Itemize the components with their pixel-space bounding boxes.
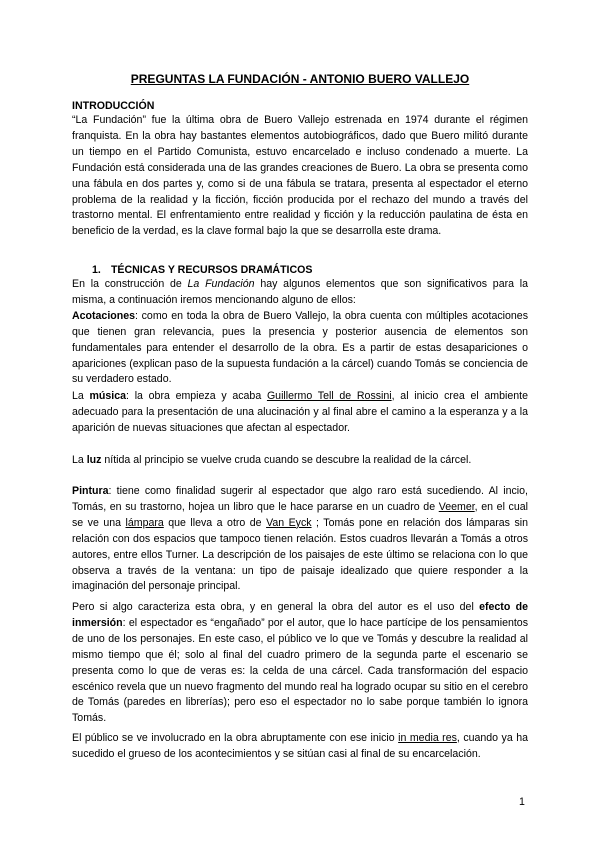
text-run: : como en toda la obra de Buero Vallejo, la obra cuenta con múltiples acotaciones que tienen gran relevancia, pues la presencia y posterior ausencia de elementos son fundamentales para entender el desarrollo de la obra. Es a partir de estas desapariciones o apariciones (explican paso de la supuesta fundación a la cárcel) cuando Tomás se conciencia de su verdadero estado. [72,309,528,386]
text-run: , en el cual se ve una [72,500,528,529]
link-veemer[interactable]: Veemer [438,500,475,513]
text-run: nítida al principio se vuelve cruda cuando se descubre la realidad de la cárcel. [101,454,472,466]
term-pintura: Pintura [72,485,109,497]
paragraph-pintura [72,484,528,595]
paragraph-musica [72,389,528,437]
term-efecto-de-inmersion: efecto de inmersión [72,601,528,629]
intro-heading: INTRODUCCIÓN [72,100,155,112]
text-run: , cuando ya ha sucedido el grueso de los acontecimientos y se sitúan casi al final de su encarcelación. [72,732,528,760]
page-number: 1 [519,796,525,808]
text-run: ; Tomás pone en relación dos lámparas sin relación con dos espacios que tampoco tienen relación. Estos cuadros llevarán a Tomás a otros autores, entre ellos Turner. La descripción de los paisajes de este último se relaciona con lo que observa a través de la ventana: un tipo de paisaje idealizado que quiere responder a la imaginación del personaje principal. [72,516,528,593]
section-heading [92,264,312,276]
work-title: La Fundación [187,278,255,290]
term-acotaciones: Acotaciones [72,309,135,322]
term-musica: música [89,390,127,402]
term-luz: luz [86,454,102,466]
link-in-media-res[interactable]: in media res [398,732,457,744]
text-run: La [72,390,90,402]
text-run: La [72,454,87,466]
text-run: : el espectador es “engañado” por el autor, que lo hace partícipe de los pensamientos de uno de los personajes. En este caso, el público ve lo que ve Tomás y descubre la realidad al mismo tiempo que él; solo al final del cuadro primero de la segunda parte el escenario se presenta como lo que de veras es: la celda de una cárcel. Cada transformación del espacio escénico revela que un nuevo fragmento del mundo real ha logrado ocupar su sitio en el cerebro de Tomás (paredes en librerías); pero eso el espectador no lo sabe porque también lo ignora Tomás. [72,616,528,725]
text-run: En la construcción de [72,278,188,290]
text-run: : tiene como finalidad sugerir al espectador que algo raro está sucediendo. Al incio, Tomás, en su trastorno, hojea un libro que le hace pararse en un cuadro de [72,485,528,513]
section-number: 1. [92,264,101,276]
paragraph-inmersion [72,600,528,727]
text-run: Pero si algo caracteriza esta obra, y en general la obra del autor es el uso del [72,601,480,613]
document-title: PREGUNTAS LA FUNDACIÓN - ANTONIO BUERO VALLEJO [130,72,470,86]
text-run: hay algunos elementos que son significativos para la misma, a continuación iremos mencionando alguno de ellos: [72,278,529,306]
paragraph-elements [72,277,528,388]
text-run: , al inicio crea el ambiente adecuado para la presentación de una alucinación y al final abre el camino a la esperanza y a la aparición de nuevas situaciones que afectan al espectador. [72,390,528,434]
link-lampara[interactable]: lámpara [125,516,164,529]
section-title: TÉCNICAS Y RECURSOS DRAMÁTICOS [110,264,313,276]
text-run: : la obra empieza y acaba [126,390,267,402]
paragraph-luz [72,453,528,469]
link-van-eyck[interactable]: Van Eyck [266,516,312,529]
text-run: que lleva a otro de [163,516,267,529]
link-guillermo-tell[interactable]: Guillermo Tell de Rossini [266,390,392,402]
paragraph-publico [72,731,528,763]
intro-paragraph: “La Fundación” fue la última obra de Buero Vallejo estrenada en 1974 durante el régimen franquista. En la obra hay bastantes elementos autobiográficos, dado que Buero militó durante un tiempo en el Partido Comunista, estuvo encarcelado e incluso condenado a muerte. La Fundación está considerada una de las grandes creaciones de Buero. La obra se presenta como una fábula en dos partes y, como si de una fábula se tratara, presenta al espectador el eterno problema de la realidad y la ficción, ficción producida por el rechazo del mundo a través del trastorno mental. El enfrentamiento entre realidad y ficción y la reducción paulatina de ésta en beneficio de la verdad, es la clave formal bajo la que se desarrolla este drama. [72,114,528,238]
text-run: El público se ve involucrado en la obra abruptamente con ese inicio [72,732,399,744]
